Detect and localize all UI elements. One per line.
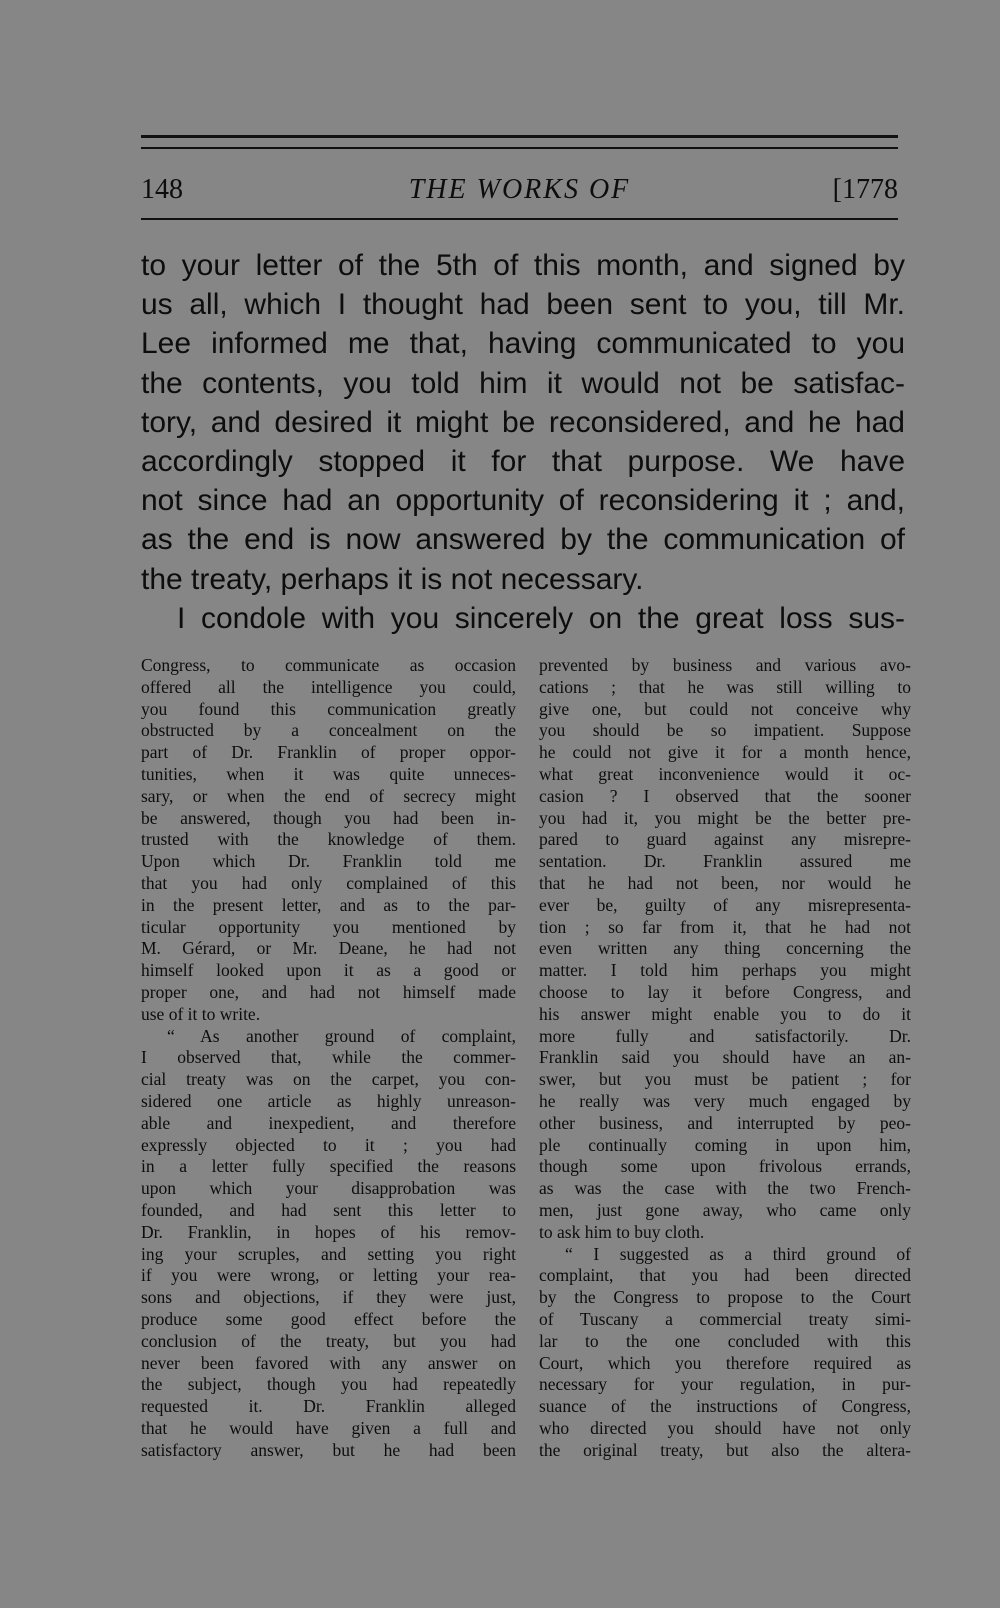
footnote-line: you had it, you might be the better pre- — [539, 807, 911, 828]
footnote-line: complaint, that you had been directed — [539, 1265, 911, 1286]
footnote-line: if you were wrong, or letting your rea- — [141, 1265, 516, 1286]
footnote-line: that he would have given a full and — [141, 1417, 516, 1438]
footnote-line: produce some good effect before the — [141, 1308, 516, 1329]
footnote-line: prevented by business and various avo- — [539, 655, 911, 675]
footnote-line: tunities, when it was quite unneces- — [141, 763, 516, 784]
footnote-line: that you had only complained of this — [141, 872, 516, 893]
footnote-line: ple continually coming in upon him, — [539, 1134, 911, 1155]
main-text-line: not since had an opportunity of reconsidering it ; and, — [141, 484, 905, 518]
main-text-block — [141, 246, 905, 638]
page-number: 148 — [141, 174, 183, 205]
footnote-line: ing your scruples, and setting you right — [141, 1243, 516, 1264]
footnote-line: Court, which you therefore required as — [539, 1352, 911, 1373]
footnote-line: conclusion of the treaty, but you had — [141, 1330, 516, 1351]
footnote-line: who directed you should have not only — [539, 1417, 911, 1438]
footnote-line: other business, and interrupted by peo- — [539, 1112, 911, 1133]
footnote-line: satisfactory answer, but he had been — [141, 1439, 516, 1460]
footnote-line: swer, but you must be patient ; for — [539, 1069, 911, 1090]
footnote-line: expressly objected to it ; you had — [141, 1134, 516, 1155]
main-text-line: Lee informed me that, having communicated to you — [141, 327, 905, 361]
footnote-line: cial treaty was on the carpet, you con- — [141, 1069, 516, 1090]
footnote-line: use of it to write. — [141, 1003, 261, 1024]
footnote-left-column — [141, 655, 516, 1461]
running-title: THE WORKS OF — [408, 174, 631, 205]
footnote-line: casion ? I observed that the sooner — [539, 785, 911, 806]
main-text-line: accordingly stopped it for that purpose. We have — [141, 445, 905, 479]
footnote-line: tion ; so far from it, that he had not — [539, 916, 911, 937]
main-text-line: I condole with you sincerely on the great loss sus- — [177, 601, 905, 635]
footnote-line: that he had not been, nor would he — [539, 872, 911, 893]
footnote-line: you should be so impatient. Suppose — [539, 720, 911, 741]
footnote-line: Upon which Dr. Franklin told me — [141, 851, 516, 872]
footnote-line: sary, or when the end of secrecy might — [141, 785, 516, 806]
main-text-line: as the end is now answered by the communication of — [141, 523, 905, 557]
footnote-line: give one, but could not conceive why — [539, 698, 911, 719]
footnote-line: suance of the instructions of Congress, — [539, 1396, 911, 1417]
main-text-line: tory, and desired it might be reconsidered, and he had — [141, 405, 905, 439]
footnote-line: obstructed by a concealment on the — [141, 720, 516, 741]
footnote-line: offered all the intelligence you could, — [141, 676, 516, 697]
header-rule-top — [141, 135, 898, 138]
footnote-line: “ As another ground of complaint, — [167, 1025, 516, 1046]
footnote-line: you found this communication greatly — [141, 698, 516, 719]
footnote-line: Franklin said you should have an an- — [539, 1047, 911, 1068]
footnote-line: able and inexpedient, and therefore — [141, 1112, 516, 1133]
footnote-line: men, just gone away, who came only — [539, 1199, 911, 1220]
running-header — [141, 168, 898, 208]
footnote-line: he really was very much engaged by — [539, 1090, 911, 1111]
footnote-line: “ I suggested as a third ground of — [565, 1243, 911, 1264]
footnote-line: M. Gérard, or Mr. Deane, he had not — [141, 938, 516, 959]
footnote-line: to ask him to buy cloth. — [539, 1221, 705, 1242]
footnote-line: part of Dr. Franklin of proper oppor- — [141, 742, 516, 763]
footnote-line: be answered, though you had been in- — [141, 807, 516, 828]
main-text-line: to your letter of the 5th of this month, and signed by — [141, 249, 905, 282]
footnote-right-column — [539, 655, 911, 1461]
footnote-line: his answer might enable you to do it — [539, 1003, 911, 1024]
footnote-line: in a letter fully specified the reasons — [141, 1156, 516, 1177]
footnote-line: though some upon frivolous errands, — [539, 1156, 911, 1177]
header-rule-second — [141, 147, 898, 149]
footnote-line: pared to guard against any misrepre- — [539, 829, 911, 850]
footnote-line: he could not give it for a month hence, — [539, 742, 911, 763]
footnote-line: of Tuscany a commercial treaty simi- — [539, 1308, 911, 1329]
footnote-line: matter. I told him perhaps you might — [539, 960, 911, 981]
footnote-line: by the Congress to propose to the Court — [539, 1287, 911, 1308]
footnote-line: more fully and satisfactorily. Dr. — [539, 1025, 911, 1046]
footnote-line: lar to the one concluded with this — [539, 1330, 911, 1351]
footnote-line: never been favored with any answer on — [141, 1352, 516, 1373]
footnote-line: founded, and had sent this letter to — [141, 1199, 516, 1220]
main-text-line: us all, which I thought had been sent to you, till Mr. — [141, 288, 905, 322]
main-text-line: the treaty, perhaps it is not necessary. — [141, 562, 644, 596]
footnote-line: I observed that, while the commer- — [141, 1047, 516, 1068]
header-rule-bottom — [141, 218, 898, 220]
footnote-line: ever be, guilty of any misrepresenta- — [539, 894, 911, 915]
footnote-line: Dr. Franklin, in hopes of his remov- — [141, 1221, 516, 1242]
main-text-line: the contents, you told him it would not be satisfac- — [141, 366, 905, 400]
footnote-line: himself looked upon it as a good or — [141, 960, 516, 981]
footnote-line: proper one, and had not himself made — [141, 981, 516, 1002]
footnote-line: in the present letter, and as to the par- — [141, 894, 516, 915]
footnote-line: upon which your disapprobation was — [141, 1178, 516, 1199]
footnote-line: the subject, though you had repeatedly — [141, 1374, 516, 1395]
footnote-line: even written any thing concerning the — [539, 938, 911, 959]
footnote-line: the original treaty, but also the altera- — [539, 1439, 911, 1460]
footnote-line: requested it. Dr. Franklin alleged — [141, 1396, 516, 1417]
header-year: [1778 — [832, 174, 898, 205]
footnote-line: sons and objections, if they were just, — [141, 1287, 516, 1308]
footnote-line: cations ; that he was still willing to — [539, 676, 911, 697]
footnote-line: as was the case with the two French- — [539, 1178, 911, 1199]
footnote-line: sidered one article as highly unreason- — [141, 1090, 516, 1111]
footnote-line: choose to lay it before Congress, and — [539, 981, 911, 1002]
footnote-line: sentation. Dr. Franklin assured me — [539, 851, 911, 872]
footnote-line: trusted with the knowledge of them. — [141, 829, 516, 850]
footnote-line: what great inconvenience would it oc- — [539, 763, 911, 784]
footnote-line: necessary for your regulation, in pur- — [539, 1374, 911, 1395]
footnote-line: Congress, to communicate as occasion — [141, 655, 516, 675]
footnote-line: ticular opportunity you mentioned by — [141, 916, 516, 937]
